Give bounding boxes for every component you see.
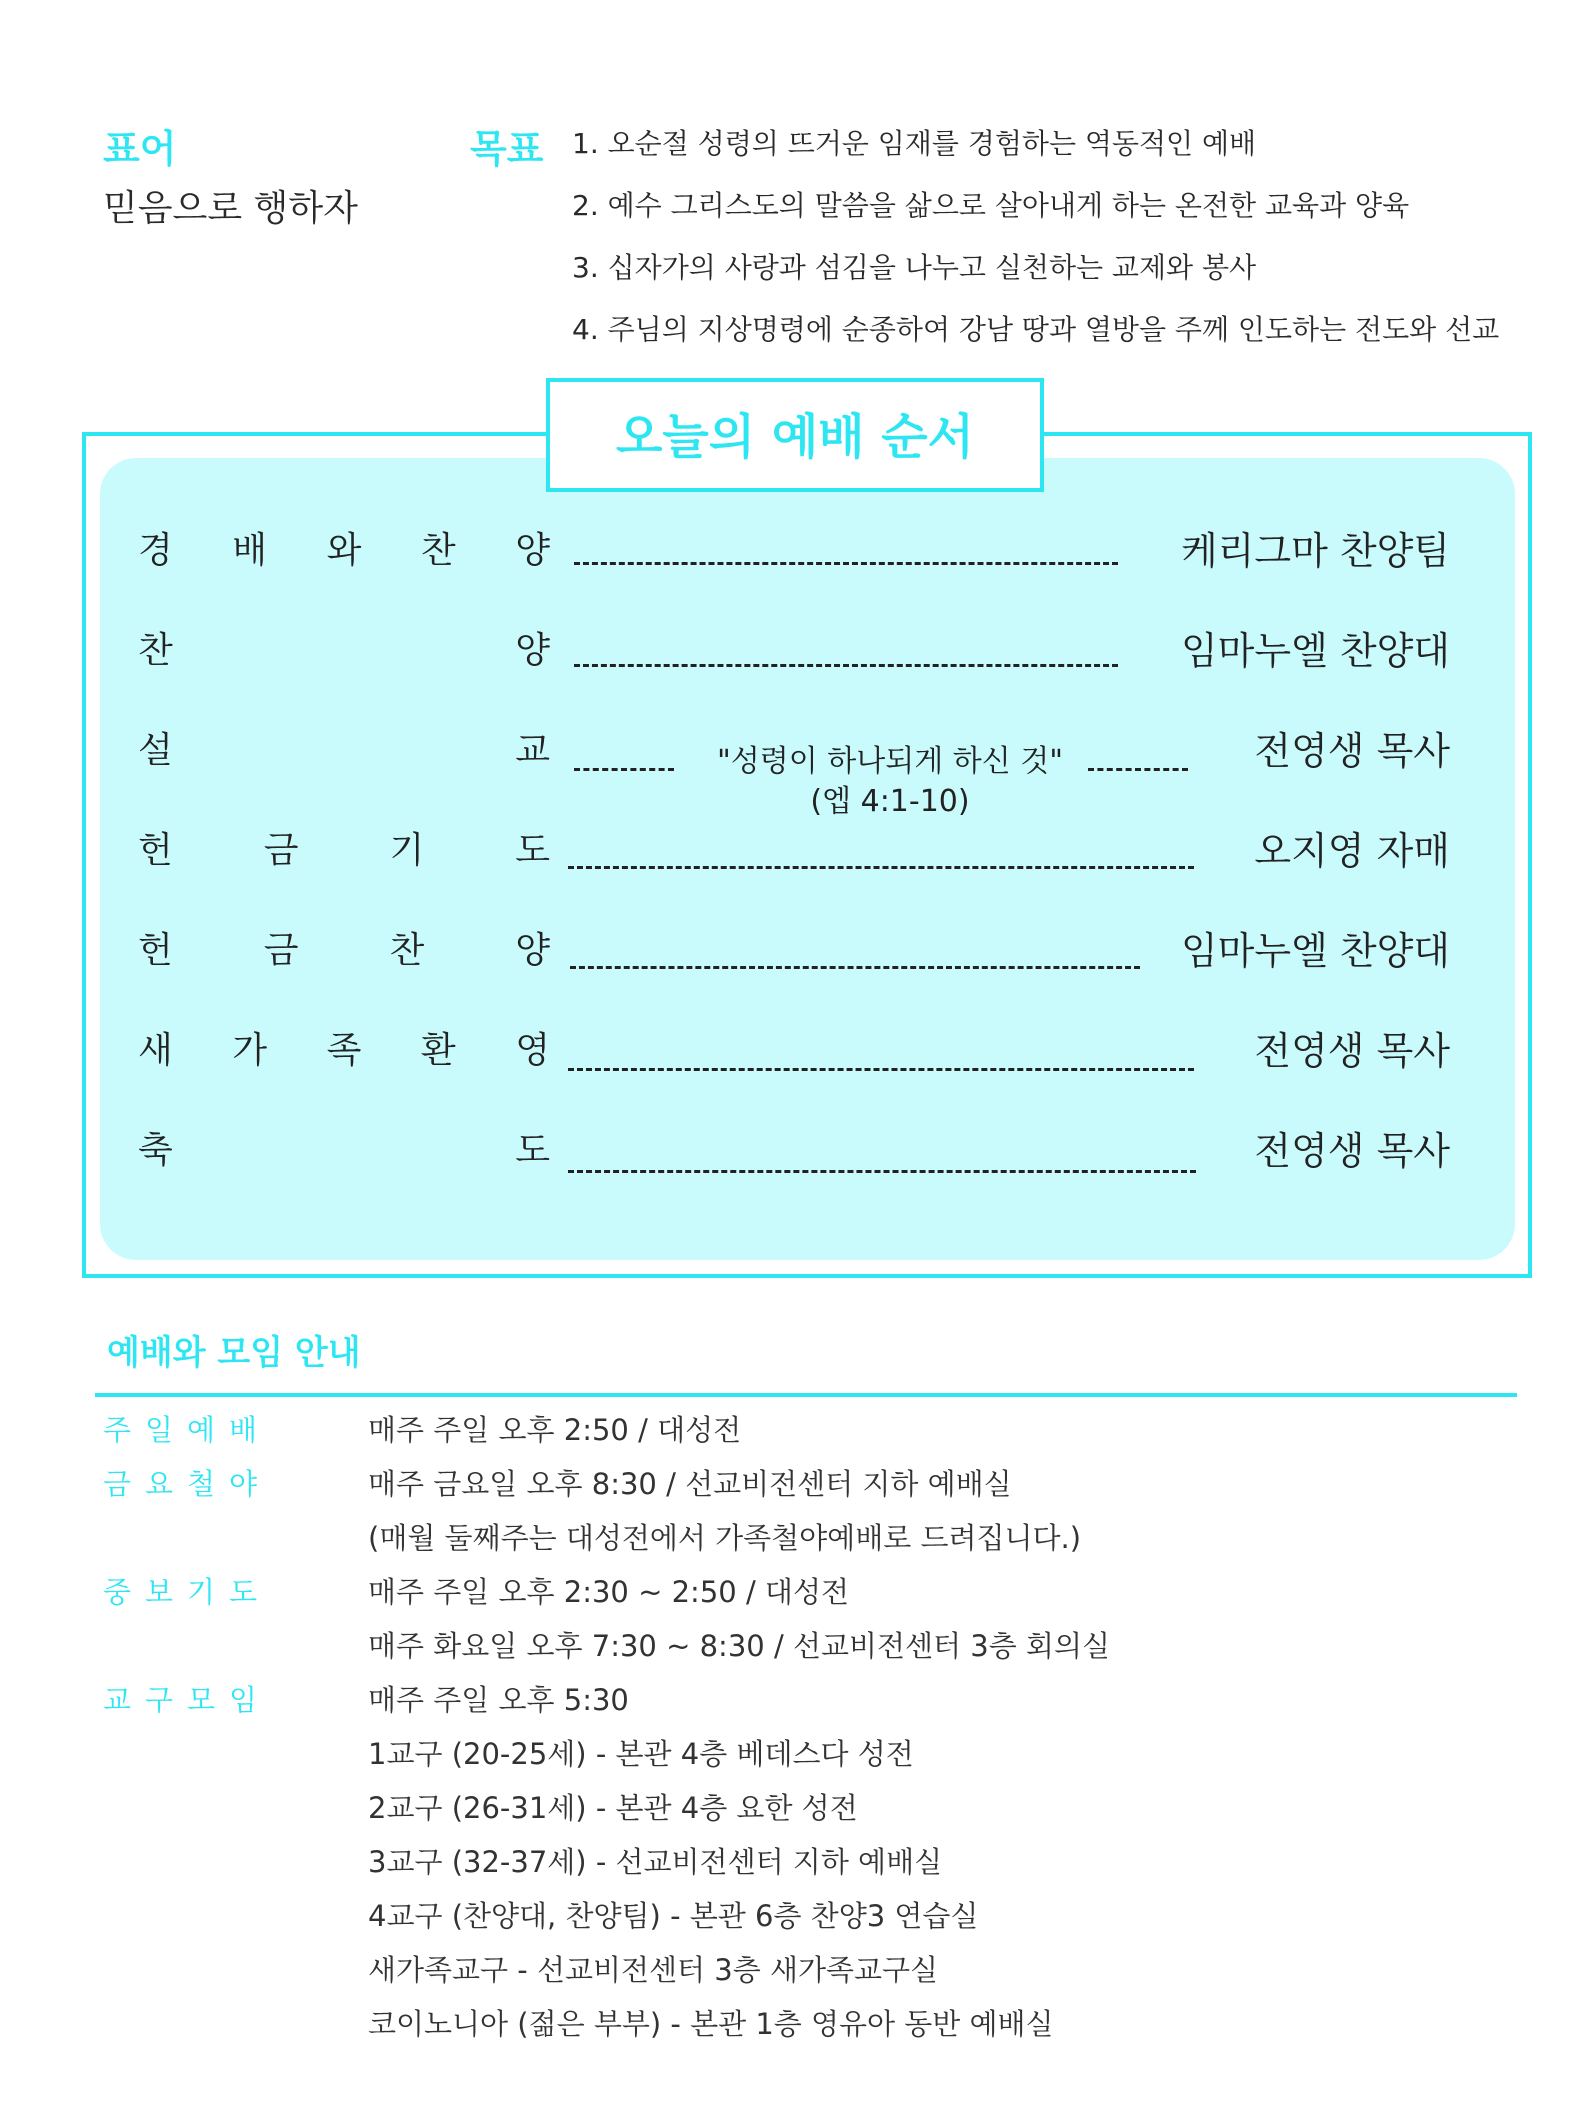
service-person: 케리그마 찬양팀	[1180, 529, 1450, 573]
leader-line	[570, 966, 1140, 969]
service-item-name: 축 도	[138, 1130, 550, 1171]
info-line: 매주 주일 오후 2:50 / 대성전	[368, 1413, 742, 1447]
sermon-reference: (엡 4:1-10)	[810, 784, 970, 819]
service-item-name: 헌 금 기 도	[138, 830, 550, 871]
info-line: 매주 주일 오후 2:30 ~ 2:50 / 대성전	[368, 1575, 849, 1609]
service-person: 전영생 목사	[1254, 729, 1450, 773]
motto-text: 믿음으로 행하자	[103, 188, 358, 229]
service-item-name: 헌 금 찬 양	[138, 930, 550, 971]
leader-line	[574, 562, 1118, 565]
service-item-name: 경 배 와 찬 양	[138, 530, 550, 571]
leader-line	[574, 768, 674, 771]
goal-label: 목표	[470, 127, 544, 171]
service-person: 임마누엘 찬양대	[1180, 629, 1450, 673]
service-item-name: 찬 양	[138, 630, 550, 671]
info-line: (매월 둘째주는 대성전에서 가족철야예배로 드려집니다.)	[368, 1521, 1082, 1555]
service-person: 전영생 목사	[1254, 1029, 1450, 1073]
goal-item: 2. 예수 그리스도의 말씀을 삶으로 살아내게 하는 온전한 교육과 양육	[572, 189, 1410, 222]
info-line: 4교구 (찬양대, 찬양팀) - 본관 6층 찬양3 연습실	[368, 1899, 979, 1933]
info-line: 3교구 (32-37세) - 선교비전센터 지하 예배실	[368, 1845, 943, 1879]
leader-line	[574, 664, 1118, 667]
order-title: 오늘의 예배 순서	[616, 409, 974, 465]
goal-item: 4. 주님의 지상명령에 순종하여 강남 땅과 열방을 주께 인도하는 전도와 선교	[572, 313, 1500, 346]
sermon-title	[680, 742, 1100, 822]
service-person: 전영생 목사	[1254, 1129, 1450, 1173]
info-label: 중보기도	[103, 1575, 272, 1609]
leader-line	[568, 866, 1194, 869]
info-line: 매주 화요일 오후 7:30 ~ 8:30 / 선교비전센터 3층 회의실	[368, 1629, 1110, 1663]
goal-item: 1. 오순절 성령의 뜨거운 임재를 경험하는 역동적인 예배	[572, 127, 1257, 160]
motto-label: 표어	[103, 127, 177, 171]
leader-line	[568, 1170, 1196, 1173]
info-line: 코이노니아 (젊은 부부) - 본관 1층 영유아 동반 예배실	[368, 2007, 1054, 2041]
sermon-title-text: "성령이 하나되게 하신 것"	[716, 744, 1063, 779]
info-divider	[95, 1393, 1517, 1397]
info-title: 예배와 모임 안내	[107, 1333, 361, 1373]
service-person: 임마누엘 찬양대	[1180, 929, 1450, 973]
info-line: 새가족교구 - 선교비전센터 3층 새가족교구실	[368, 1953, 939, 1987]
service-item-name: 새 가 족 환 영	[138, 1030, 550, 1071]
service-person: 오지영 자매	[1254, 829, 1450, 873]
info-label: 교구모임	[103, 1683, 272, 1717]
service-item-name: 설 교	[138, 730, 550, 771]
info-line: 매주 금요일 오후 8:30 / 선교비전센터 지하 예배실	[368, 1467, 1012, 1501]
info-label: 금요철야	[103, 1467, 272, 1501]
info-line: 매주 주일 오후 5:30	[368, 1683, 629, 1717]
info-label: 주일예배	[103, 1413, 272, 1447]
goal-item: 3. 십자가의 사랑과 섬김을 나누고 실천하는 교제와 봉사	[572, 251, 1257, 284]
leader-line	[568, 1068, 1194, 1071]
leader-line	[1088, 768, 1188, 771]
info-line: 2교구 (26-31세) - 본관 4층 요한 성전	[368, 1791, 858, 1825]
info-line: 1교구 (20-25세) - 본관 4층 베데스다 성전	[368, 1737, 914, 1771]
